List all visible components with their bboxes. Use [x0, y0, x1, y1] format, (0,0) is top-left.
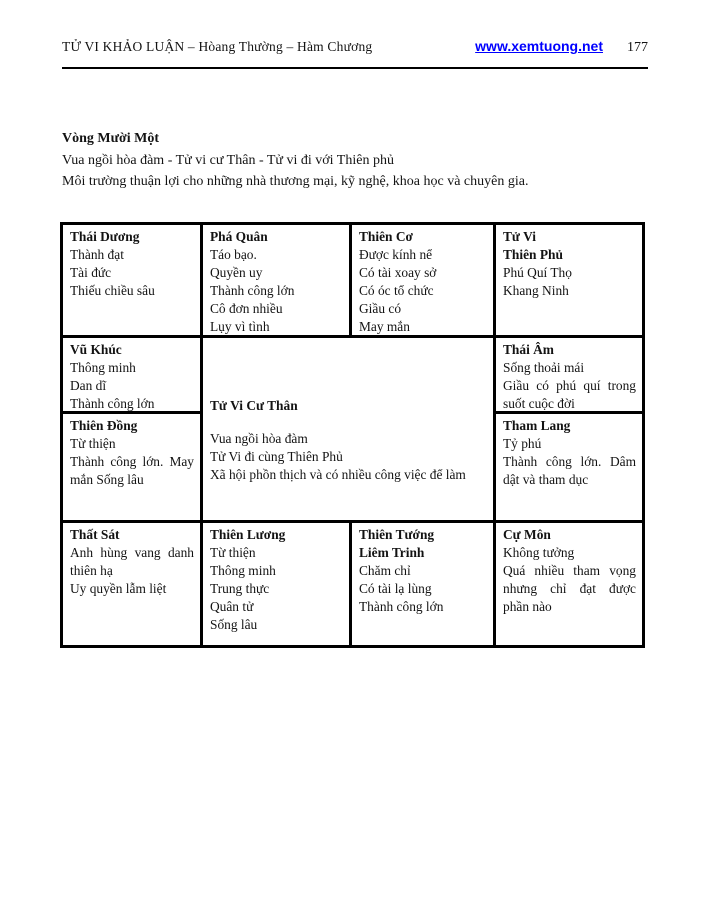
cell-thien-dong [63, 414, 200, 520]
star-name: Thái Dương [70, 229, 140, 244]
cell-line: Từ thiện [210, 545, 256, 560]
cell-thai-duong [63, 225, 200, 335]
cell-line: Thành đạt [70, 247, 124, 262]
star-name: Thiên Đồng [70, 418, 138, 433]
cell-line: Vua ngồi hòa đàm [210, 431, 308, 446]
cell-line: Sống lâu [210, 617, 258, 632]
star-name: Tham Lang [503, 418, 571, 433]
cell-tu-vi-cu-than [203, 338, 493, 520]
cell-pha-quan [203, 225, 349, 335]
section-intro [62, 128, 648, 193]
cell-tu-vi-thien-phu [496, 225, 642, 335]
cell-line: Thành công lớn. Dâm dật và tham dục [503, 454, 636, 487]
star-name: Liêm Trinh [359, 545, 425, 560]
cell-line: Thông minh [70, 360, 136, 375]
cell-vu-khuc [63, 338, 200, 411]
cell-line: Xã hội phồn thịch và có nhiều công việc để làm [210, 467, 466, 482]
page-number: 177 [627, 40, 648, 55]
cell-line: Thông minh [210, 563, 276, 578]
cell-line: Cô đơn nhiều [210, 301, 283, 316]
star-name: Phá Quân [210, 229, 268, 244]
star-name: Cự Môn [503, 527, 551, 542]
star-name: Thái Âm [503, 342, 554, 357]
cell-line: Có tài lạ lùng [359, 581, 432, 596]
cell-line: Được kính nể [359, 247, 433, 262]
cell-line: Có tài xoay sở [359, 265, 437, 280]
cell-line: Trung thực [210, 581, 270, 596]
cell-thien-co [352, 225, 493, 335]
cell-line: Giầu có phú quí trong suốt cuộc đời [503, 378, 636, 411]
cell-line: Táo bạo. [210, 247, 257, 262]
page-header [62, 38, 648, 56]
cell-cu-mon [496, 523, 642, 645]
cell-line: Lụy vì tình [210, 319, 270, 334]
cell-line: Uy quyền lẫm liệt [70, 581, 167, 596]
cell-line: Từ thiện [70, 436, 116, 451]
cell-line: Thành công lớn [359, 599, 444, 614]
cell-line: Giầu có [359, 301, 402, 316]
cell-line: Không tưởng [503, 545, 575, 560]
cell-line: Anh hùng vang danh thiên hạ [70, 545, 194, 578]
star-name: Tử Vi [503, 229, 536, 244]
cell-line: Thành công lớn [210, 283, 295, 298]
cell-tham-lang [496, 414, 642, 520]
star-name: Vũ Khúc [70, 342, 122, 357]
cell-line: Quá nhiều tham vọng nhưng chỉ đạt được phần nào [503, 563, 636, 614]
cell-line: Tử Vi đi cùng Thiên Phủ [210, 449, 343, 464]
cell-thien-luong [203, 523, 349, 645]
star-name: Thiên Lương [210, 527, 286, 542]
star-name: Thiên Tướng [359, 527, 435, 542]
cell-line: Thành công lớn [70, 396, 155, 411]
star-name: Thiên Cơ [359, 229, 413, 244]
star-name: Thiên Phủ [503, 247, 563, 262]
cell-line: Thiếu chiều sâu [70, 283, 155, 298]
cell-line: Tỷ phú [503, 436, 542, 451]
cell-line: Quyền uy [210, 265, 263, 280]
cell-line: Thành công lớn. May mắn Sống lâu [70, 454, 194, 487]
website-link[interactable]: www.xemtuong.net [475, 38, 603, 54]
cell-thien-tuong-liem-trinh [352, 523, 493, 645]
cell-line: Khang Ninh [503, 283, 569, 298]
intro-line: Môi trường thuận lợi cho những nhà thương mại, kỹ nghệ, khoa học và chuyên gia. [62, 174, 529, 189]
section-heading: Vòng Mười Một [62, 131, 160, 146]
cell-line: Có óc tổ chức [359, 283, 434, 298]
star-name: Thất Sát [70, 527, 120, 542]
cell-line: Chăm chỉ [359, 563, 411, 578]
header-divider [62, 67, 648, 69]
cell-line: Phú Quí Thọ [503, 265, 572, 280]
book-title: TỬ VI KHẢO LUẬN – Hòang Thường – Hàm Chương [62, 39, 373, 54]
cell-line: Sống thoải mái [503, 360, 585, 375]
cell-thai-am [496, 338, 642, 411]
cell-line: Quân tử [210, 599, 254, 614]
cell-that-sat [63, 523, 200, 645]
cell-line: Dan dĩ [70, 378, 107, 393]
intro-line: Vua ngồi hòa đàm - Tử vi cư Thân - Tử vi đi với Thiên phủ [62, 152, 394, 168]
center-title: Tử Vi Cư Thân [210, 398, 298, 413]
tuvi-chart-grid [60, 222, 645, 648]
cell-line: Tài đức [70, 265, 112, 280]
cell-line: May mắn [359, 319, 410, 334]
